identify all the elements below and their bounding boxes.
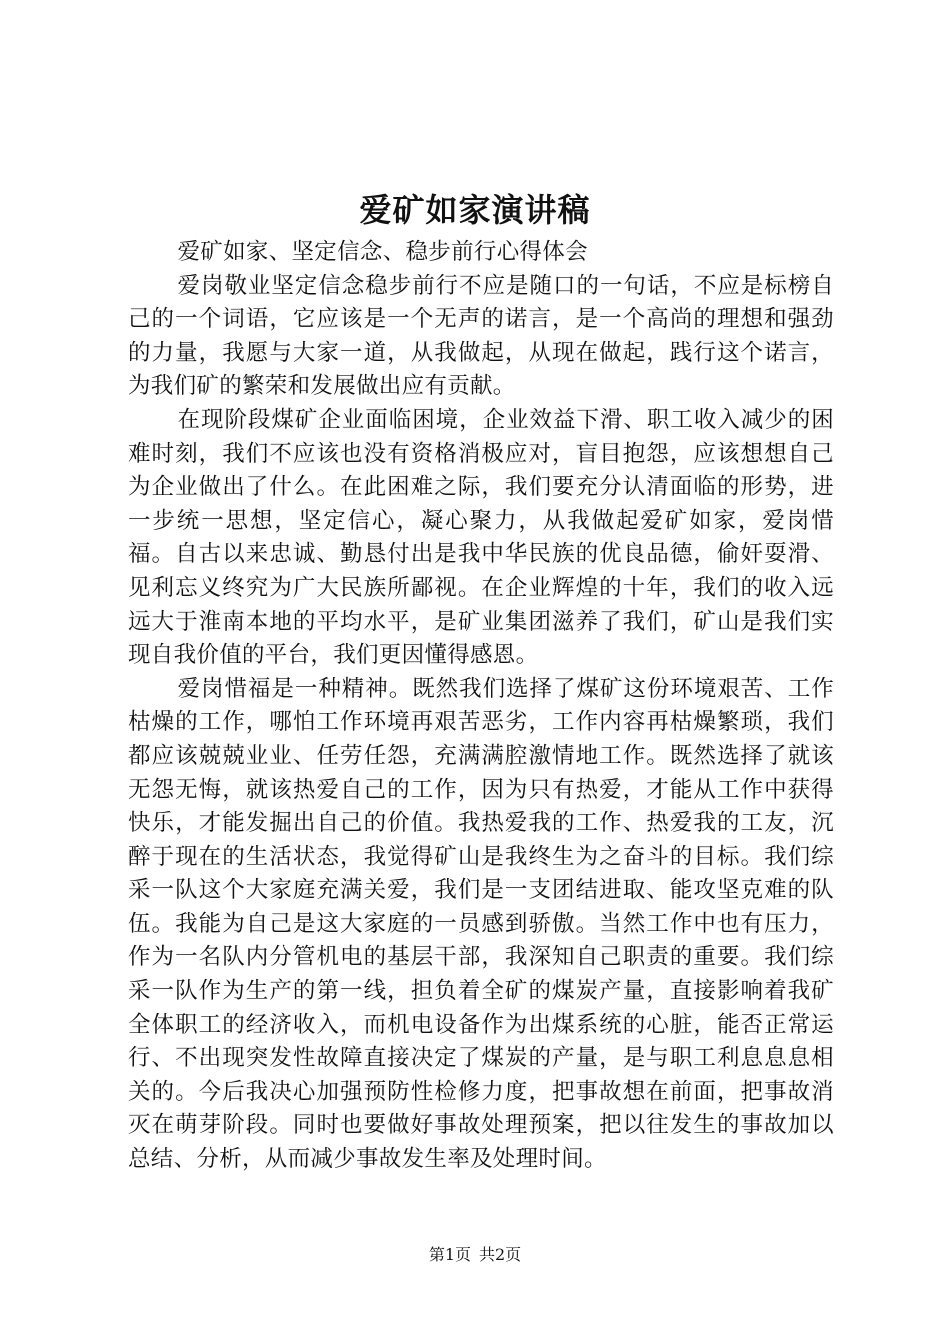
paragraph-2: 在现阶段煤矿企业面临困境，企业效益下滑、职工收入减少的困难时刻，我们不应该也没有资格消极应对，盲目抱怨，应该想想自己为企业做出了什么。在此困难之际，我们要充分认清面临的形势，进一步统一思想，坚定信心，凝心聚力，从我做起爱矿如家，爱岗惜福。自古以来忠诚、勤恳付出是我中华民族的优良品德，偷奸耍滑、见利忘义终究为广大民族所鄙视。在企业辉煌的十年，我们的收入远远大于淮南本地的平均水平，是矿业集团滋养了我们，矿山是我们实现自我价值的平台，我们更因懂得感恩。 — [128, 406, 834, 669]
page-number-current: 第1页 — [428, 1245, 471, 1264]
page-footer — [0, 1244, 950, 1266]
paragraph-subtitle: 爱矿如家、坚定信念、稳步前行心得体会 — [177, 239, 588, 265]
paragraph-3: 爱岗惜福是一种精神。既然我们选择了煤矿这份环境艰苦、工作枯燥的工作，哪怕工作环境再艰苦恶劣，工作内容再枯燥繁琐，我们都应该兢兢业业、任劳任怨，充满满腔激情地工作。既然选择了就该无怨无悔，就该热爱自己的工作，因为只有热爱，才能从工作中获得快乐，才能发掘出自己的价值。我热爱我的工作、热爱我的工友，沉醉于现在的生活状态，我觉得矿山是我终生为之奋斗的目标。我们综采一队这个大家庭充满关爱，我们是一支团结进取、能攻坚克难的队伍。我能为自己是这大家庭的一员感到骄傲。当然工作中也有压力，作为一名队内分管机电的基层干部，我深知自己职责的重要。我们综采一队作为生产的第一线，担负着全矿的煤炭产量，直接影响着我矿全体职工的经济收入，而机电设备作为出煤系统的心脏，能否正常运行、不出现突发性故障直接决定了煤炭的产量，是与职工利息息息相关的。今后我决心加强预防性检修力度，把事故想在前面，把事故消灭在萌芽阶段。同时也要做好事故处理预案，把以往发生的事故加以总结、分析，从而减少事故发生率及处理时间。 — [128, 675, 834, 1173]
page-number-total: 共2页 — [479, 1245, 522, 1264]
paragraph-1: 爱岗敬业坚定信念稳步前行不应是随口的一句话，不应是标榜自己的一个词语，它应该是一个无声的诺言，是一个高尚的理想和强劲的力量，我愿与大家一道，从我做起，从现在做起，践行这个诺言，为我们矿的繁荣和发展做出应有贡献。 — [128, 272, 834, 400]
document-body — [128, 236, 834, 1177]
document-title: 爱矿如家演讲稿 — [359, 191, 591, 229]
